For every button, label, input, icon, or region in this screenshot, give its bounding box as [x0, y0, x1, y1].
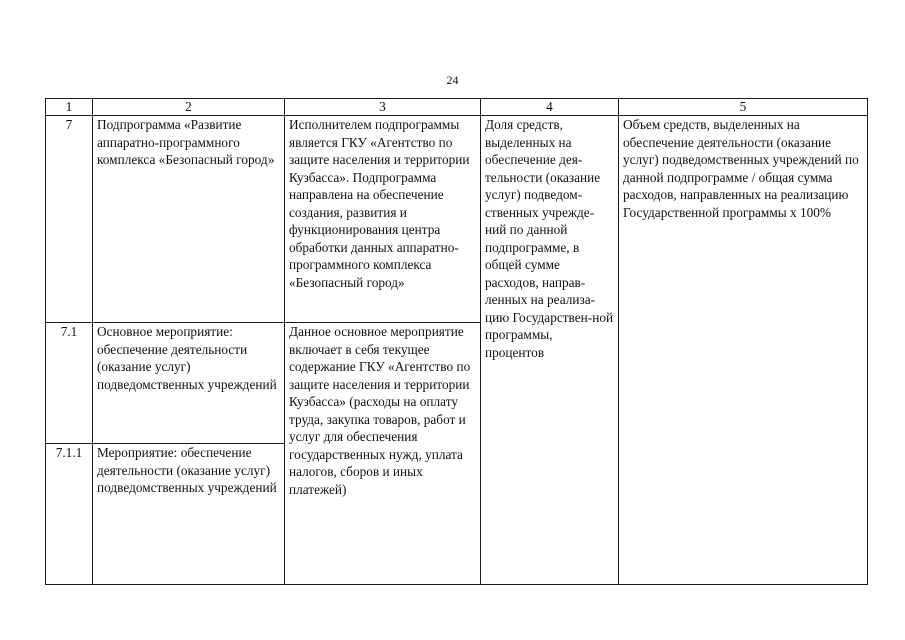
- indicators-table: [45, 98, 868, 585]
- row-number: 7.1.1: [46, 444, 93, 585]
- column-header: 3: [285, 99, 481, 116]
- formula-cell: Объем средств, выделенных на обеспечение деятельности (оказание услуг) подведомственных учреждений по данной подпрограмме / общая сумма расходов, направленных на реализацию Государственной программы х 100%: [619, 116, 868, 585]
- row-number: 7: [46, 116, 93, 323]
- row-number: 7.1: [46, 323, 93, 444]
- page-number: 24: [446, 73, 459, 87]
- column-header: 1: [46, 99, 93, 116]
- table-row: [46, 116, 868, 323]
- column-header: 2: [93, 99, 285, 116]
- indicator-cell: Доля средств, выделенных на обеспечение дея-тельности (оказание услуг) подведом-ственных учрежде-ний по данной подпрограмме, в общей сумме расходов, направ-ленных на реализа-цию Государствен-ной программы, процентов: [481, 116, 619, 585]
- column-header: 5: [619, 99, 868, 116]
- row-name: Основное мероприятие: обеспечение деятельности (оказание услуг) подведомственных учреждений: [93, 323, 285, 444]
- table-header-row: [46, 99, 868, 116]
- row-description: Исполнителем подпрограммы является ГКУ «Агентство по защите населения и территории Кузбасса». Подпрограмма направлена на обеспечение создания, развития и функционирования центра обработки данных аппаратно-программного комплекса «Безопасный город»: [285, 116, 481, 323]
- column-header: 4: [481, 99, 619, 116]
- row-name: Подпрограмма «Развитие аппаратно-программного комплекса «Безопасный город»: [93, 116, 285, 323]
- shared-description-cell: Данное основное мероприятие включает в себя текущее содержание ГКУ «Агентство по защите населения и территории Кузбасса» (расходы на оплату труда, закупка товаров, работ и услуг для обеспечения государственных нужд, уплата налогов, сборов и иных платежей): [285, 323, 481, 585]
- row-name: Мероприятие: обеспечение деятельности (оказание услуг) подведомственных учреждений: [93, 444, 285, 585]
